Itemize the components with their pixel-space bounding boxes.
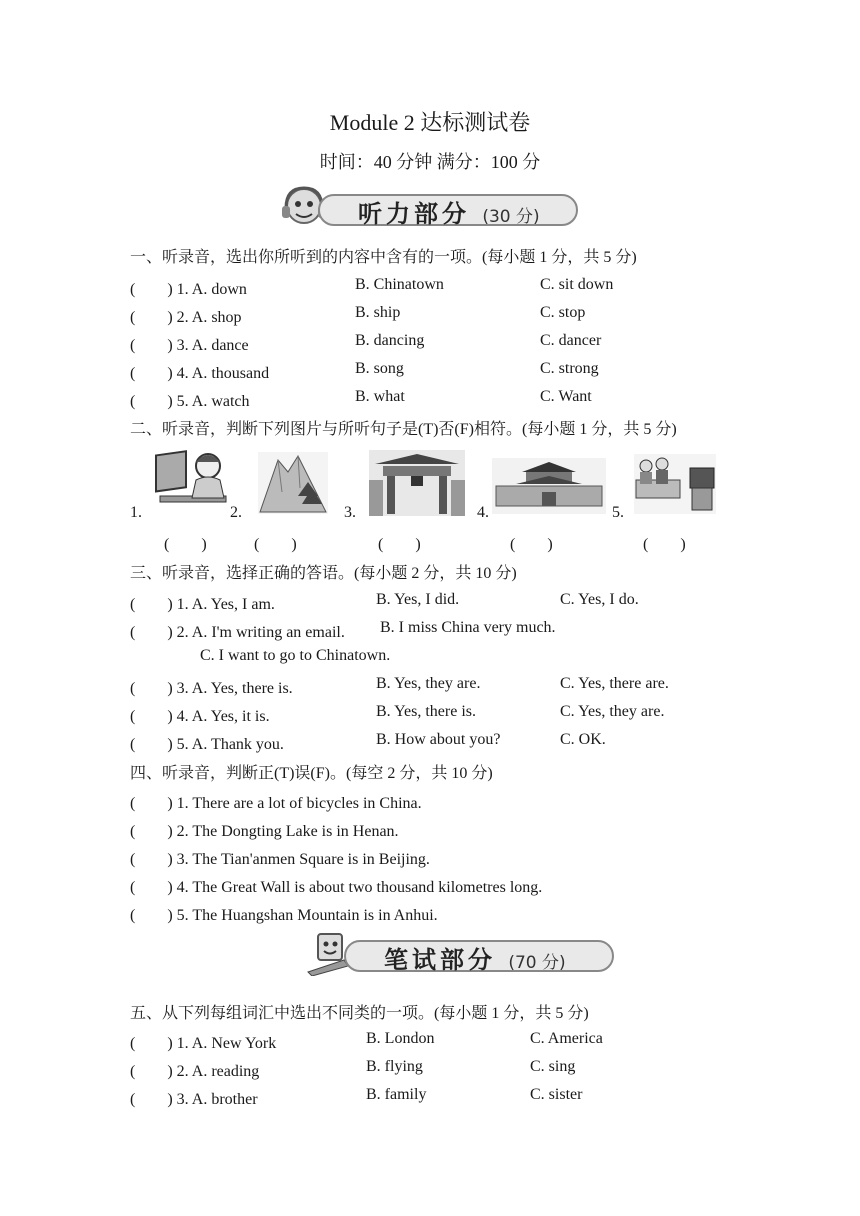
section-4-heading: 四、听录音，判断正(T)误(F)。(每空 2 分，共 10 分) (130, 765, 493, 782)
s2-number-2: 2. (230, 504, 242, 521)
s5-q2-b: B. flying (366, 1058, 423, 1075)
s2-number-5: 5. (612, 504, 624, 521)
boy-at-computer-picture (152, 448, 232, 514)
s4-q2: ( ) 2. The Dongting Lake is in Henan. (130, 823, 399, 840)
s1-q4: ( ) 4. A. thousand (130, 365, 270, 382)
s3-q3-b: B. Yes, they are. (376, 675, 481, 692)
s1-q1-c: C. sit down (540, 276, 614, 293)
listening-banner-score: (30 分) (482, 207, 540, 227)
writing-banner-label: 笔试部分 (384, 946, 496, 974)
tiananmen-picture (492, 458, 606, 514)
s4-q5: ( ) 5. The Huangshan Mountain is in Anhui. (130, 907, 438, 924)
s1-q5-c: C. Want (540, 388, 592, 405)
exam-meta: 时间：40 分钟 满分：100 分 (319, 152, 541, 172)
s2-number-4: 4. (477, 504, 489, 521)
s3-q1-c: C. Yes, I do. (560, 591, 639, 608)
s3-q4-b: B. Yes, there is. (376, 703, 477, 720)
page-title: Module 2 达标测试卷 (329, 110, 531, 135)
s3-q3-c: C. Yes, there are. (560, 675, 669, 692)
s4-q1: ( ) 1. There are a lot of bicycles in China. (130, 795, 422, 812)
s1-q5: ( ) 5. A. watch (130, 393, 250, 410)
s1-q1: ( ) 1. A. down (130, 281, 247, 298)
s3-q5-b: B. How about you? (376, 731, 501, 748)
s5-q3: ( ) 3. A. brother (130, 1091, 258, 1108)
s2-answer-blank-1[interactable]: ( ) (164, 536, 207, 553)
s1-q3-b: B. dancing (355, 332, 425, 349)
section-2-heading: 二、听录音，判断下列图片与所听句子是(T)否(F)相符。(每小题 1 分，共 5 分) (130, 421, 677, 438)
s1-q3-c: C. dancer (540, 332, 602, 349)
s5-q2-c: C. sing (530, 1058, 576, 1075)
section-5-heading: 五、从下列每组词汇中选出不同类的一项。(每小题 1 分，共 5 分) (130, 1005, 589, 1022)
s3-q1-b: B. Yes, I did. (376, 591, 460, 608)
s2-answer-blank-5[interactable]: ( ) (643, 536, 686, 553)
s3-q2-b: B. I miss China very much. (380, 619, 556, 636)
s5-q1-b: B. London (366, 1030, 435, 1047)
s1-q2-c: C. stop (540, 304, 586, 321)
s2-answer-blank-3[interactable]: ( ) (378, 536, 421, 553)
listening-banner-label: 听力部分 (358, 200, 470, 228)
s3-q5: ( ) 5. A. Thank you. (130, 736, 284, 753)
s2-number-3: 3. (344, 504, 356, 521)
family-watching-tv-picture (634, 454, 716, 514)
s1-q4-b: B. song (355, 360, 404, 377)
s4-q3: ( ) 3. The Tian'anmen Square is in Beijing. (130, 851, 430, 868)
s1-q3: ( ) 3. A. dance (130, 337, 249, 354)
s3-q5-c: C. OK. (560, 731, 606, 748)
listening-banner (278, 184, 578, 230)
s1-q5-b: B. what (355, 388, 405, 405)
s1-q2-b: B. ship (355, 304, 401, 321)
s3-q3: ( ) 3. A. Yes, there is. (130, 680, 293, 697)
mountain-picture (258, 452, 328, 514)
s3-q4: ( ) 4. A. Yes, it is. (130, 708, 270, 725)
section-3-heading: 三、听录音，选择正确的答语。(每小题 2 分，共 10 分) (130, 565, 517, 582)
s5-q2: ( ) 2. A. reading (130, 1063, 260, 1080)
s4-q4: ( ) 4. The Great Wall is about two thousand kilometres long. (130, 879, 543, 896)
s2-answer-blank-2[interactable]: ( ) (254, 536, 297, 553)
s5-q3-c: C. sister (530, 1086, 583, 1103)
writing-banner-score: (70 分) (508, 953, 566, 973)
s1-q4-c: C. strong (540, 360, 599, 377)
s3-q1: ( ) 1. A. Yes, I am. (130, 596, 275, 613)
writing-banner (304, 930, 614, 976)
s5-q1: ( ) 1. A. New York (130, 1035, 277, 1052)
s2-answer-blank-4[interactable]: ( ) (510, 536, 553, 553)
s1-q1-b: B. Chinatown (355, 276, 444, 293)
s3-q4-c: C. Yes, they are. (560, 703, 665, 720)
s2-number-1: 1. (130, 504, 142, 521)
s5-q1-c: C. America (530, 1030, 603, 1047)
s1-q2: ( ) 2. A. shop (130, 309, 242, 326)
chinatown-gate-picture (369, 450, 465, 516)
s3-q2: ( ) 2. A. I'm writing an email. (130, 624, 345, 641)
s3-q2-c: C. I want to go to Chinatown. (200, 647, 391, 664)
s5-q3-b: B. family (366, 1086, 427, 1103)
section-1-heading: 一、听录音，选出你所听到的内容中含有的一项。(每小题 1 分，共 5 分) (130, 249, 637, 266)
